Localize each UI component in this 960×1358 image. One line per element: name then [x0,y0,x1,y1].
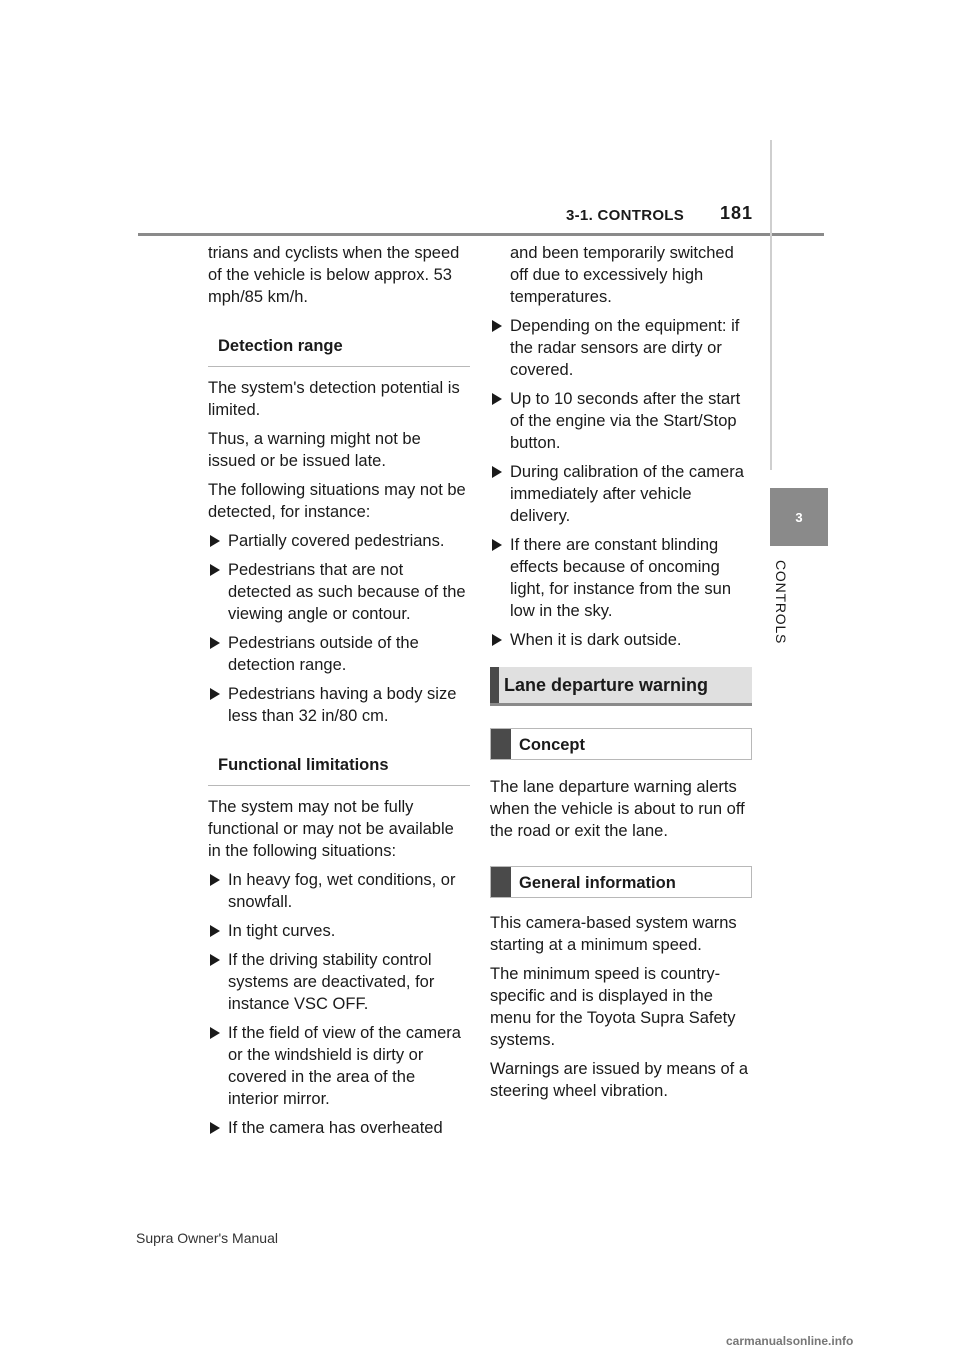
heading-marker [491,867,511,897]
detection-range-heading: Detection range [208,326,470,367]
triangle-bullet-icon [492,466,502,478]
triangle-bullet-icon [492,539,502,551]
triangle-bullet-icon [210,1122,220,1134]
heading-marker [491,729,511,759]
bullet-text: In heavy fog, wet conditions, or snowfall. [228,871,456,911]
subheading-text: Concept [519,736,585,754]
bullet-text: During calibration of the camera immediately after vehicle delivery. [510,463,744,525]
general-information-heading [490,866,752,898]
chapter-label [767,560,797,660]
header-section-title: 3-1. CONTROLS [566,207,685,224]
section-heading-text: Lane departure warning [504,675,709,695]
bullet-item [208,949,470,1015]
left-column [208,242,470,1146]
triangle-bullet-icon [492,634,502,646]
paragraph: The following situations may not be detected, for instance: [208,481,466,521]
bullet-item [208,1022,470,1110]
bullet-item [208,530,470,552]
paragraph: Thus, a warning might not be issued or be issued late. [208,430,421,470]
bullet-text: Pedestrians having a body size less than 32 in/80 cm. [228,685,457,725]
lane-departure-section-heading [490,667,752,706]
bullet-item [208,559,470,625]
functional-limitations-heading: Functional limitations [208,745,470,786]
bullet-text: When it is dark outside. [510,631,682,649]
heading-marker [490,667,499,703]
triangle-bullet-icon [210,688,220,700]
paragraph: Warnings are issued by means of a steering wheel vibration. [490,1060,749,1100]
right-column [490,242,752,1109]
bullet-item [490,315,752,381]
triangle-bullet-icon [210,1027,220,1039]
bullet-item [490,461,752,527]
continuation-paragraph: and been temporarily switched off due to excessively high temperatures. [510,244,734,306]
paragraph: The system's detection potential is limited. [208,379,460,419]
chapter-tab: 3 [770,488,828,546]
bullet-text: Pedestrians outside of the detection range. [228,634,419,674]
bullet-item [490,388,752,454]
bullet-text: In tight curves. [228,922,336,940]
concept-heading [490,728,752,760]
watermark: carmanualsonline.info [726,1334,854,1348]
header-rule [138,233,824,236]
paragraph: The lane departure warning alerts when the vehicle is about to run off the road or exit the lane. [490,778,745,840]
subheading-text: General information [519,874,676,892]
chapter-tab-line [770,140,772,470]
triangle-bullet-icon [210,925,220,937]
bullet-text: If the field of view of the camera or the windshield is dirty or covered in the area of the interior mirror. [228,1024,461,1108]
bullet-text: If there are constant blinding effects because of oncoming light, for instance from the sun low in the sky. [510,536,732,620]
triangle-bullet-icon [210,954,220,966]
footer-manual-title: Supra Owner's Manual [136,1230,278,1246]
bullet-item [208,869,470,913]
bullet-text: Depending on the equipment: if the radar sensors are dirty or covered. [510,317,740,379]
bullet-text: Pedestrians that are not detected as such because of the viewing angle or contour. [228,561,466,623]
bullet-item [208,1117,470,1139]
bullet-text: If the driving stability control systems are deactivated, for instance VSC OFF. [228,951,435,1013]
bullet-item [490,629,752,651]
bullet-item [490,534,752,622]
chapter-label-text: CONTROLS [773,560,789,645]
triangle-bullet-icon [210,874,220,886]
bullet-item [208,683,470,727]
bullet-item [208,632,470,676]
triangle-bullet-icon [492,393,502,405]
bullet-text: If the camera has overheated [228,1119,443,1137]
paragraph: The minimum speed is country-specific and is displayed in the menu for the Toyota Supra Safety systems. [490,965,736,1049]
triangle-bullet-icon [210,564,220,576]
paragraph: This camera-based system warns starting at a minimum speed. [490,914,737,954]
intro-paragraph: trians and cyclists when the speed of the vehicle is below approx. 53 mph/85 km/h. [208,244,460,306]
triangle-bullet-icon [210,535,220,547]
page-number: 181 [720,203,754,223]
bullet-item [208,920,470,942]
bullet-text: Partially covered pedestrians. [228,532,445,550]
triangle-bullet-icon [210,637,220,649]
bullet-text: Up to 10 seconds after the start of the engine via the Start/Stop button. [510,390,741,452]
paragraph: The system may not be fully functional or may not be available in the following situations: [208,798,454,860]
triangle-bullet-icon [492,320,502,332]
